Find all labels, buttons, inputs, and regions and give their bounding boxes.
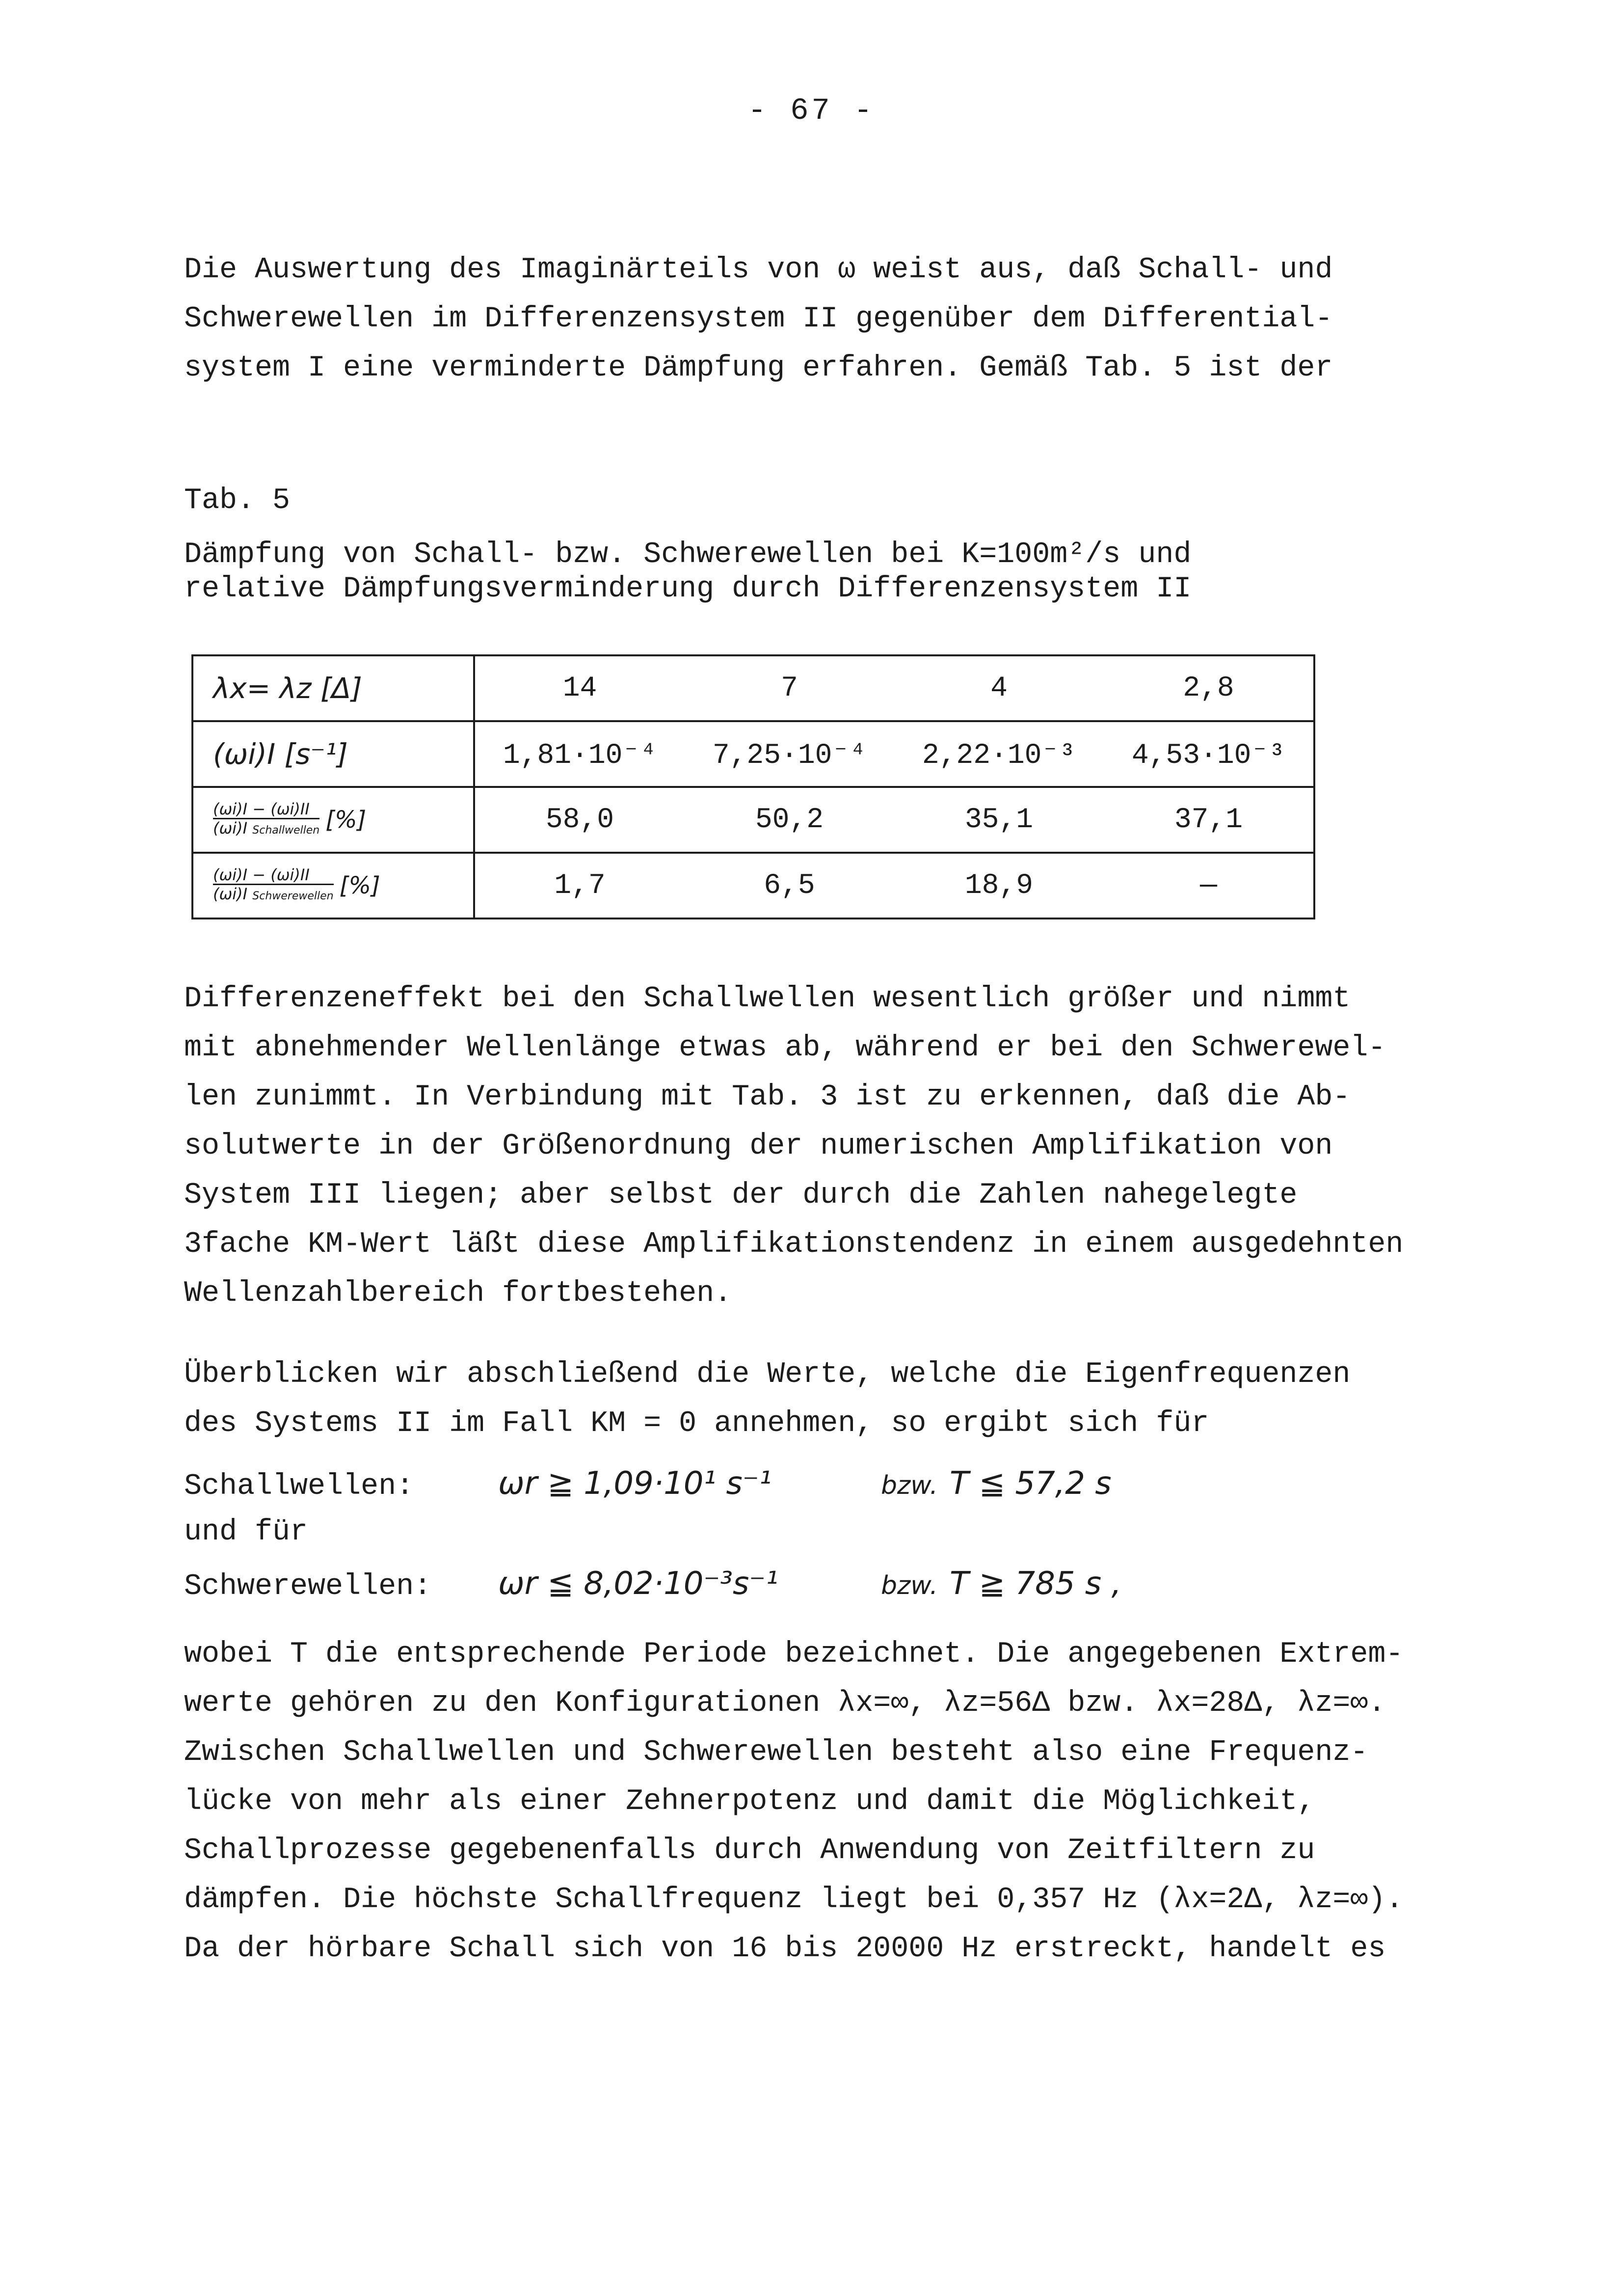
page-number: - 67 -	[747, 93, 876, 128]
table-cell: 6,5	[764, 869, 815, 902]
bzw-label: bzw.	[881, 1471, 938, 1500]
table-row	[192, 655, 1314, 721]
table-label: Tab. 5	[184, 484, 291, 517]
bzw-label: bzw.	[881, 1571, 938, 1600]
text-line: Wellenzahlbereich fortbestehen.	[184, 1277, 732, 1310]
frequency-bound: ωr ≧ 1,09·10¹ s⁻¹	[498, 1465, 772, 1502]
fraction-numerator: (ωi)I − (ωi)II	[213, 800, 319, 819]
text-line: werte gehören zu den Konfigurationen λx=∞, λz=56Δ bzw. λx=28Δ, λz=∞.	[184, 1687, 1386, 1720]
table-cell: 7	[781, 672, 798, 704]
row-header	[192, 787, 474, 853]
table-cell: 50,2	[755, 804, 824, 836]
table-cell: 4	[990, 672, 1008, 704]
text-line: wobei T die entsprechende Periode bezeichnet. Die angegebenen Extrem-	[184, 1638, 1404, 1671]
text-line: dämpfen. Die höchste Schallfrequenz liegt bei 0,357 Hz (λx=2Δ, λz=∞).	[184, 1883, 1404, 1917]
fraction-denominator: (ωi)I	[213, 885, 248, 903]
fraction-denominator: (ωi)I	[213, 819, 248, 837]
row-header	[192, 853, 474, 918]
table-cell: 7,25·10⁻⁴	[712, 740, 867, 772]
table-cell: 1,7	[554, 869, 606, 902]
text-line: Differenzeneffekt bei den Schallwellen wesentlich größer und nimmt	[184, 982, 1351, 1016]
text-line: Da der hörbare Schall sich von 16 bis 20000 Hz erstreckt, handelt es	[184, 1932, 1386, 1966]
row-header: λx= λz [Δ]	[192, 655, 474, 721]
row-header: (ωi)I [s⁻¹]	[192, 721, 474, 787]
text-line: Die Auswertung des Imaginärteils von ω weist aus, daß Schall- und	[184, 253, 1333, 287]
text-line: System III liegen; aber selbst der durch die Zahlen nahegelegte	[184, 1179, 1298, 1212]
table-caption	[184, 484, 1191, 606]
text-line: Schwerewellen im Differenzensystem II gegenüber dem Differential-	[184, 302, 1333, 336]
table-cell: 35,1	[964, 804, 1034, 836]
frequency-bound: ωr ≦ 8,02·10⁻³s⁻¹	[498, 1566, 778, 1602]
period-bound: T ≧ 785 s ,	[950, 1566, 1121, 1602]
intro-paragraph	[184, 245, 1558, 393]
table-cell: 14	[562, 672, 597, 704]
table-row	[192, 853, 1314, 918]
text-line: solutwerte in der Größenordnung der numerischen Amplifikation von	[184, 1130, 1333, 1163]
unit-label: [%]	[325, 806, 367, 834]
table-cell: 2,8	[1183, 672, 1234, 704]
conclusion-paragraph	[184, 1630, 1558, 1973]
table-cell: 37,1	[1174, 804, 1243, 836]
text-line: lücke von mehr als einer Zehnerpotenz und damit die Möglichkeit,	[184, 1785, 1315, 1818]
table-row	[192, 787, 1314, 853]
fraction-subscript: Schallwellen	[252, 824, 320, 837]
unit-label: [%]	[339, 872, 380, 899]
text-line: system I eine verminderte Dämpfung erfahren. Gemäß Tab. 5 ist der	[184, 351, 1333, 385]
discussion-paragraph	[184, 974, 1558, 1318]
text-line: 3fache KM-Wert läßt diese Amplifikationstendenz in einem ausgedehnten	[184, 1228, 1404, 1261]
text-line: des Systems II im Fall KM = 0 annehmen, so ergibt sich für	[184, 1407, 1209, 1440]
gravity-wave-formula	[184, 1566, 1121, 1603]
table-cell: 18,9	[964, 869, 1034, 902]
table-row	[192, 721, 1314, 787]
text-line: Überblicken wir abschließend die Werte, welche die Eigenfrequenzen	[184, 1358, 1351, 1391]
text-line: Schallprozesse gegebenenfalls durch Anwendung von Zeitfiltern zu	[184, 1834, 1315, 1867]
table-cell: —	[1200, 869, 1217, 902]
formula-label: Schwerewellen:	[184, 1570, 432, 1603]
table-cell: 4,53·10⁻³	[1131, 740, 1286, 772]
caption-line: Dämpfung von Schall- bzw. Schwerewellen bei K=100m²/s und	[184, 538, 1192, 571]
table-cell: 58,0	[545, 804, 614, 836]
caption-line: relative Dämpfungsverminderung durch Differenzensystem II	[184, 572, 1192, 606]
table-cell: 1,81·10⁻⁴	[503, 740, 657, 772]
fraction-subscript: Schwerewellen	[252, 890, 334, 902]
and-for-line: und für	[184, 1515, 308, 1549]
text-line: len zunimmt. In Verbindung mit Tab. 3 ist zu erkennen, daß die Ab-	[184, 1080, 1351, 1114]
period-bound: T ≦ 57,2 s	[950, 1465, 1112, 1502]
overview-paragraph	[184, 1350, 1558, 1448]
table-cell: 2,22·10⁻³	[922, 740, 1076, 772]
text-line: mit abnehmender Wellenlänge etwas ab, während er bei den Schwerewel-	[184, 1031, 1386, 1065]
text-line: Zwischen Schallwellen und Schwerewellen besteht also eine Frequenz-	[184, 1736, 1368, 1769]
sound-wave-formula	[184, 1465, 1112, 1503]
damping-table	[191, 654, 1315, 919]
fraction-numerator: (ωi)I − (ωi)II	[213, 866, 334, 885]
formula-label: Schallwellen:	[184, 1470, 414, 1503]
